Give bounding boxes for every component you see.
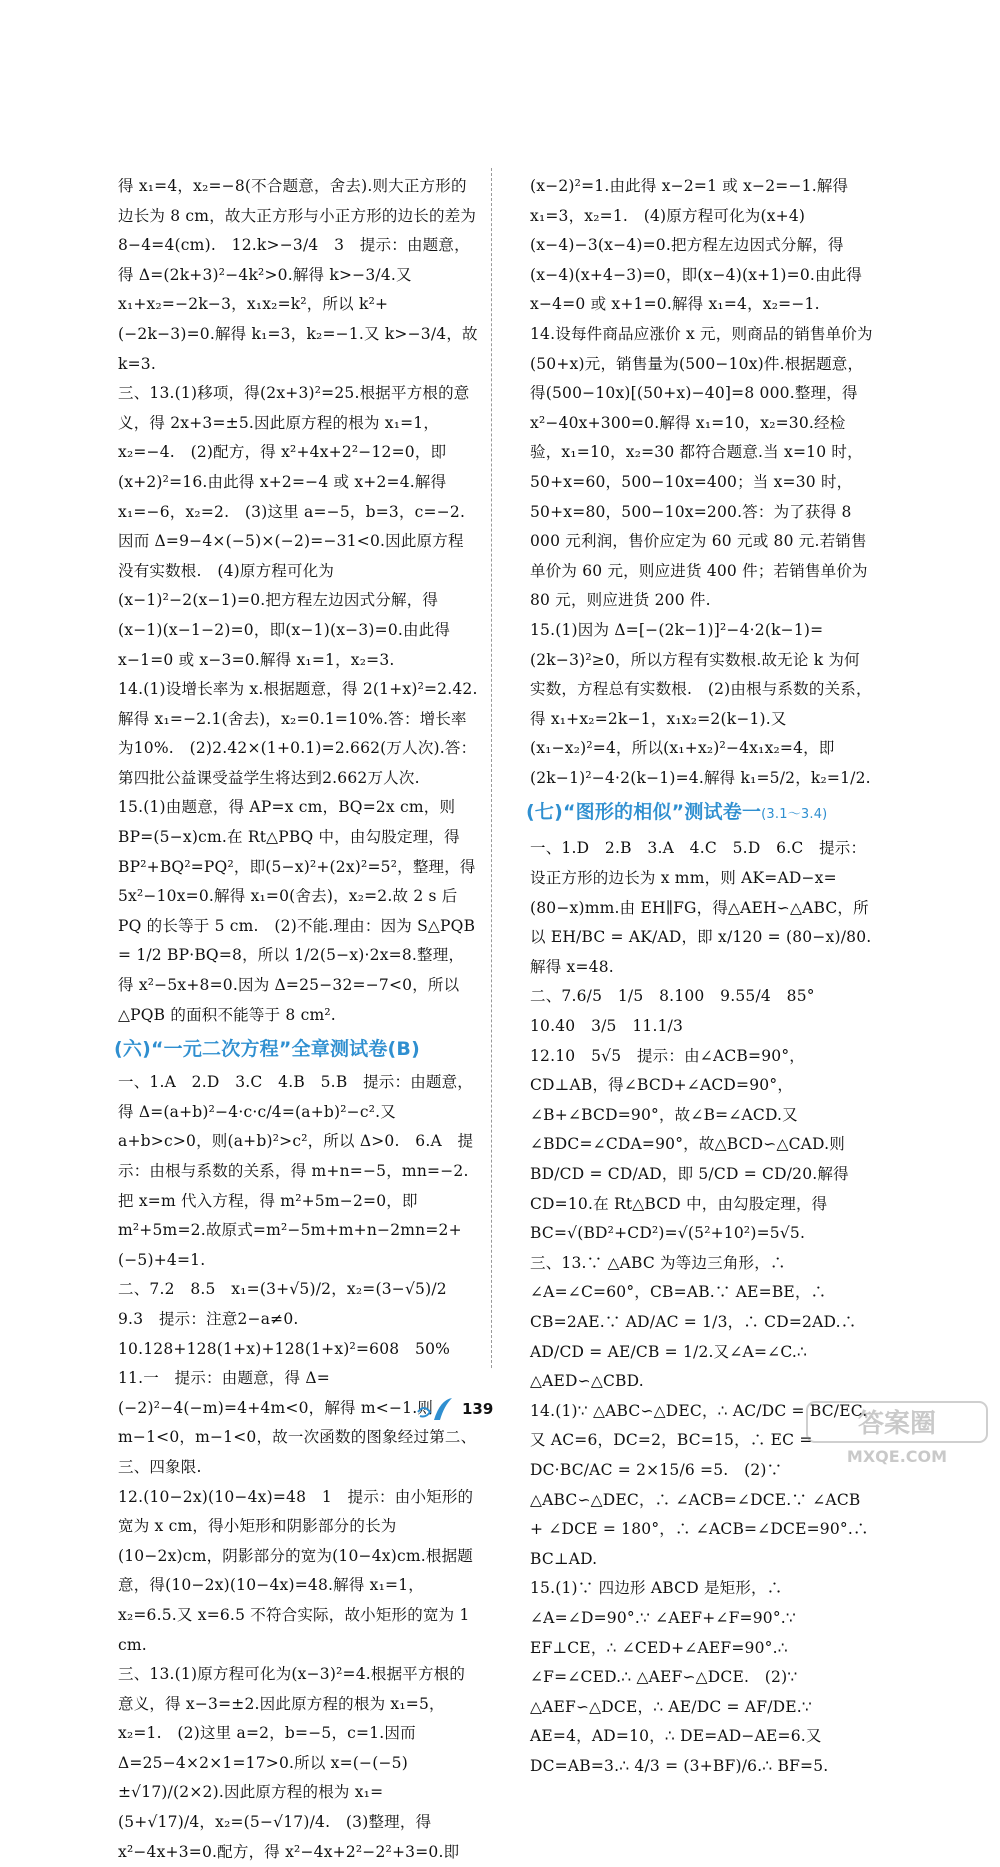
right-para-6: 12.10 5√5 提示：由∠ACB=90°，CD⊥AB，得∠BCD+∠ACD=90°，∠B+∠BCD=90°，故∠B=∠ACD.又∠BDC=∠CDA=90°，故△BCD∽△CAD.则 BD/CD = CD/AD，即 5/CD = CD/20.解得 CD=10.在 Rt△BCD 中，由勾股定理，得 BC=√(BD²+CD²)=√(5²+10²)=5√5. [530, 1046, 849, 1243]
left-column [114, 172, 478, 1867]
right-column [526, 172, 875, 1781]
left-para-2: 三、13.(1)移项，得(2x+3)²=25.根据平方根的意义，得 2x+3=±5.因此原方程的根为 x₁=1，x₂=−4. (2)配方，得 x²+4x+2²−12=0，即(x+2)²=16.由此得 x+2=−4 或 x+2=4.解得 x₁=−6，x₂=2. (3)这里 a=−5，b=3，c=−2.因而 Δ=9−4×(−5)×(−2)=−31<0.因此原方程没有实数根. (4)原方程可化为(x−1)²−2(x−1)=0.把方程左边因式分解，得(x−1)(x−1−2)=0，即(x−1)(x−3)=0.由此得 x−1=0 或 x−3=0.解得 x₁=1，x₂=3. [118, 384, 470, 669]
watermark-text: 答案圈 [857, 1409, 937, 1439]
left-para-5: 一、1.A 2.D 3.C 4.B 5.B 提示：由题意，得 Δ=(a+b)²−4·c·c/4=(a+b)²−c².又 a+b>c>0，则(a+b)²>c²，所以 Δ>0. 6.A 提示：由根与系数的关系，得 m+n=−5，mn=−2.把 x=m 代入方程，得 m²+5m−2=0，即 m²+5m=2.故原式=m²−5m+m+n−2mn=2+(−5)+4=1. [118, 1073, 474, 1269]
left-para-1: 得 x₁=4，x₂=−8(不合题意，舍去).则大正方形的边长为 8 cm，故大正方形与小正方形的边长的差为 8−4=4(cm). 12.k>−3/4 3 提示：由题意，得 Δ=(2k+3)²−4k²>0.解得 k>−3/4.又 x₁+x₂=−2k−3，x₁x₂=k²，所以 k²+(−2k−3)=0.解得 k₁=3，k₂=−1.又 k>−3/4，故 k=3. [118, 177, 478, 373]
right-para-2: 14.设每件商品应涨价 x 元，则商品的销售单价为(50+x)元，销售量为(500−10x)件.根据题意，得(500−10x)[(50+x)−40]=8 000.整理，得 x²−40x+300=0.解得 x₁=10，x₂=30.经检验，x₁=10，x₂=30 都符合题意.当 x=10 时，50+x=60，500−10x=400；当 x=30 时，50+x=80，500−10x=200.答：为了获得 8 000 元利润，售价应定为 60 元或 80 元.若销售单价为 60 元，则应进货 400 件；若销售单价为 80 元，则应进货 200 件. [530, 324, 873, 610]
left-para-4: 15.(1)由题意，得 AP=x cm，BQ=2x cm，则 BP=(5−x)cm.在 Rt△PBQ 中，由勾股定理，得 BP²+BQ²=PQ²，即(5−x)²+(2x)²=5²，整理，得 5x²−10x=0.解得 x₁=0(舍去)，x₂=2.故 2 s 后 PQ 的长等于 5 cm. (2)不能.理由：因为 S△PQB = 1/2 BP·BQ=8，所以 1/2(5−x)·2x=8.整理，得 x²−5x+8=0.因为 Δ=25−32=−7<0，所以△PQB 的面积不能等于 8 cm². [118, 798, 476, 1024]
right-para-1: (x−2)²=1.由此得 x−2=1 或 x−2=−1.解得 x₁=3，x₂=1. (4)原方程可化为(x+4)(x−4)−3(x−4)=0.把方程左边因式分解，得(x−4)(x+4−3)=0，即(x−4)(x+1)=0.由此得 x−4=0 或 x+1=0.解得 x₁=4，x₂=−1. [530, 177, 863, 314]
right-para-8: 14.(1)∵ △ABC∽△DEC，∴ AC/DC = BC/EC.又 AC=6，DC=2，BC=15，∴ EC = DC·BC/AC = 2×15/6 =5. (2)∵ △ABC∽△DEC，∴ ∠ACB=∠DCE.∵ ∠ACB + ∠DCE = 180°，∴ ∠ACB=∠DCE=90°.∴ BC⊥AD. [530, 1401, 869, 1568]
right-para-3: 15.(1)因为 Δ=[−(2k−1)]²−4·2(k−1)=(2k−3)²≥0，所以方程有实数根.故无论 k 为何实数，方程总有实数根. (2)由根与系数的关系，得 x₁+x₂=2k−1，x₁x₂=2(k−1).又(x₁−x₂)²=4，所以(x₁+x₂)²−4x₁x₂=4，即(2k−1)²−4·2(k−1)=4.解得 k₁=5/2，k₂=1/2. [530, 620, 872, 787]
left-para-3: 14.(1)设增长率为 x.根据题意，得 2(1+x)²=2.42.解得 x₁=−2.1(舍去)，x₂=0.1=10%.答：增长率为10%. (2)2.42×(1+0.1)=2.662(万人次).答：第四批公益课受益学生将达到2.662万人次. [118, 680, 478, 787]
left-para-7: 12.(10−2x)(10−4x)=48 1 提示：由小矩形的宽为 x cm，得小矩形和阴影部分的长为(10−2x)cm，阴影部分的宽为(10−4x)cm.根据题意，得(10−2x)(10−4x)=48.解得 x₁=1，x₂=6.5.又 x=6.5 不符合实际，故小矩形的宽为 1 cm. [118, 1487, 474, 1654]
right-para-4: 一、1.D 2.B 3.A 4.C 5.D 6.C 提示：设正方形的边长为 x mm，则 AK=AD−x=(80−x)mm.由 EH∥FG，得△AEH∽△ABC，所以 EH/BC = AK/AD，即 x/120 = (80−x)/80.解得 x=48. [530, 839, 872, 976]
watermark-logo-icon [805, 1400, 990, 1468]
left-para-8: 三、13.(1)原方程可化为(x−3)²=4.根据平方根的意义，得 x−3=±2.因此原方程的根为 x₁=5，x₂=1. (2)这里 a=2，b=−5，c=1.因而 Δ=25−4×2×1=17>0.所以 x=(−(−5)±√17)/(2×2).因此原方程的根为 x₁=(5+√17)/4，x₂=(5−√17)/4. (3)整理，得 x²−4x+3=0.配方，得 x²−4x+2²−2²+3=0.即 [118, 1665, 466, 1861]
right-para-9: 15.(1)∵ 四边形 ABCD 是矩形，∴ ∠A=∠D=90°.∵ ∠AEF+∠F=90°.∵ EF⊥CE，∴ ∠CED+∠AEF=90°.∴ ∠F=∠CED.∴ △AEF∽△DCE. (2)∵ △AEF∽△DCE，∴ AE/DC = AF/DE.∵ AE=4，AD=10，∴ DE=AD−AE=6.又 DC=AB=3.∴ 4/3 = (3+BF)/6.∴ BF=5. [530, 1579, 829, 1775]
section-heading-7-title: (七)“图形的相似”测试卷一 [526, 801, 762, 824]
section-heading-6: (六)“一元二次方程”全章测试卷(B) [114, 1038, 420, 1061]
publisher-logo-icon [414, 1394, 456, 1424]
section-heading-7 [526, 795, 875, 832]
column-divider [491, 168, 492, 1368]
left-para-6: 二、7.2 8.5 x₁=(3+√5)/2，x₂=(3−√5)/2 9.3 提示：注意2−a≠0. 10.128+128(1+x)+128(1+x)²=608 50% 11.一 提示：由题意，得 Δ=(−2)²−4(−m)=4+4m<0，解得 m<−1.则 m−1<0，m−1<0，故一次函数的图象经过第二、三、四象限. [118, 1280, 477, 1476]
right-para-7: 三、13.∵ △ABC 为等边三角形，∴ ∠A=∠C=60°，CB=AB.∵ AE=BE，∴ CB=2AE.∵ AD/AC = 1/3，∴ CD=2AD.∴ AD/CD = AE/CB = 1/2.又∠A=∠C.∴ △AED∽△CBD. [530, 1253, 857, 1391]
watermark-url: MXQE.COM [846, 1447, 948, 1466]
section-heading-7-range: (3.1～3.4) [761, 807, 828, 823]
right-para-5: 二、7.6/5 1/5 8.100 9.55/4 85° 10.40 3/5 11.1/3 [530, 987, 831, 1036]
page-number: 139 [462, 1400, 494, 1418]
